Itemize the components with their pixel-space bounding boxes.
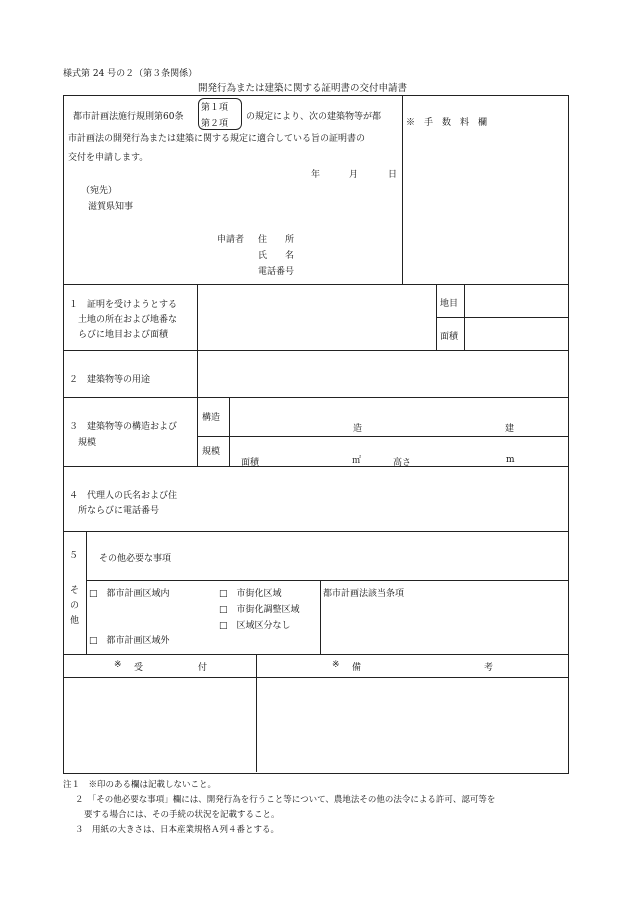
intro-line-3: 交付を申請します。 — [68, 153, 149, 163]
checkbox-no-area-division[interactable]: □ 区域区分なし — [219, 621, 291, 631]
remarks-bi: 備 — [352, 663, 362, 673]
note-1: 注１ ※印のある欄は記載しないこと。 — [63, 780, 217, 790]
structure-label: 構造 — [202, 413, 221, 423]
scale-label: 規模 — [202, 447, 221, 457]
row4-label-2: 所ならびに電話番号 — [78, 506, 160, 516]
intro-suffix: の規定により、次の建築物等が都 — [246, 112, 382, 122]
structure-zo: 造 — [353, 424, 363, 434]
fee-label: ※ 手 数 料 欄 — [406, 118, 488, 128]
phone-label: 電話番号 — [258, 267, 295, 277]
structure-ken: 建 — [505, 424, 515, 434]
intro-prefix: 都市計画法施行規則第60条 — [73, 112, 184, 122]
remarks-ko: 考 — [484, 663, 494, 673]
note-3: ３ 用紙の大きさは、日本産業規格Ａ列４番とする。 — [75, 825, 280, 835]
meter-unit: m — [506, 455, 515, 465]
reception-tsuke: 付 — [198, 663, 208, 673]
height-label: 高さ — [393, 458, 412, 468]
floor-area-label: 面積 — [241, 458, 260, 468]
checkbox-urbanization-area[interactable]: □ 市街化区域 — [219, 589, 282, 599]
law-clause-label: 都市計画法該当条項 — [323, 589, 405, 599]
remarks-mark: ※ — [332, 660, 340, 670]
name-label: 氏 名 — [258, 251, 295, 261]
sonota-char-2: の — [70, 601, 80, 611]
form-number: 様式第 24 号の２（第３条関係） — [63, 69, 198, 79]
sonota-char-3: 他 — [70, 616, 80, 626]
row1-label-1: １ 証明を受けようとする — [69, 300, 178, 310]
checkbox-city-planning-inside[interactable]: □ 都市計画区域内 — [89, 589, 170, 599]
row3-label-2: 規模 — [78, 438, 97, 448]
row5-number: ５ — [69, 551, 79, 561]
sqm-unit: ㎡ — [352, 456, 362, 466]
intro-line-2: 市計画法の開発行為または建築に関する規定に適合している旨の証明書の — [68, 134, 366, 144]
row1-label-2: 土地の所在および地番な — [78, 315, 178, 325]
row5-label: その他必要な事項 — [99, 554, 172, 564]
note-2-line-1: ２ 「その他必要な事項」欄には、開発行為を行うこと等について、農地法その他の法令による許可、認可等を — [75, 795, 496, 805]
article-option-1: 第１項 — [201, 103, 229, 113]
land-area-label: 面積 — [440, 332, 459, 342]
reception-mark: ※ — [114, 660, 122, 670]
checkbox-urbanization-control-area[interactable]: □ 市街化調整区域 — [219, 605, 300, 615]
checkbox-city-planning-outside[interactable]: □ 都市計画区域外 — [89, 636, 170, 646]
sonota-char-1: そ — [70, 586, 80, 596]
row1-label-3: らびに地目および面積 — [78, 330, 169, 340]
row4-label-1: ４ 代理人の氏名および住 — [69, 491, 178, 501]
address-label: 住 所 — [258, 235, 295, 245]
row3-label-1: ３ 建築物等の構造および — [69, 422, 178, 432]
date-day: 日 — [388, 170, 398, 180]
applicant-label: 申請者 — [217, 235, 245, 245]
row2-label: ２ 建築物等の用途 — [69, 375, 151, 385]
addressee-label: （宛先） — [81, 186, 118, 196]
chimoku-label: 地目 — [440, 299, 459, 309]
addressee: 滋賀県知事 — [88, 202, 134, 212]
reception-uke: 受 — [134, 663, 144, 673]
date-month: 月 — [349, 170, 359, 180]
article-option-2: 第２項 — [201, 119, 229, 129]
form-title: 開発行為または建築に関する証明書の交付申請書 — [198, 83, 408, 94]
date-year: 年 — [311, 170, 321, 180]
note-2-line-2: 要する場合には、その手続の状況を記載すること。 — [84, 810, 280, 820]
